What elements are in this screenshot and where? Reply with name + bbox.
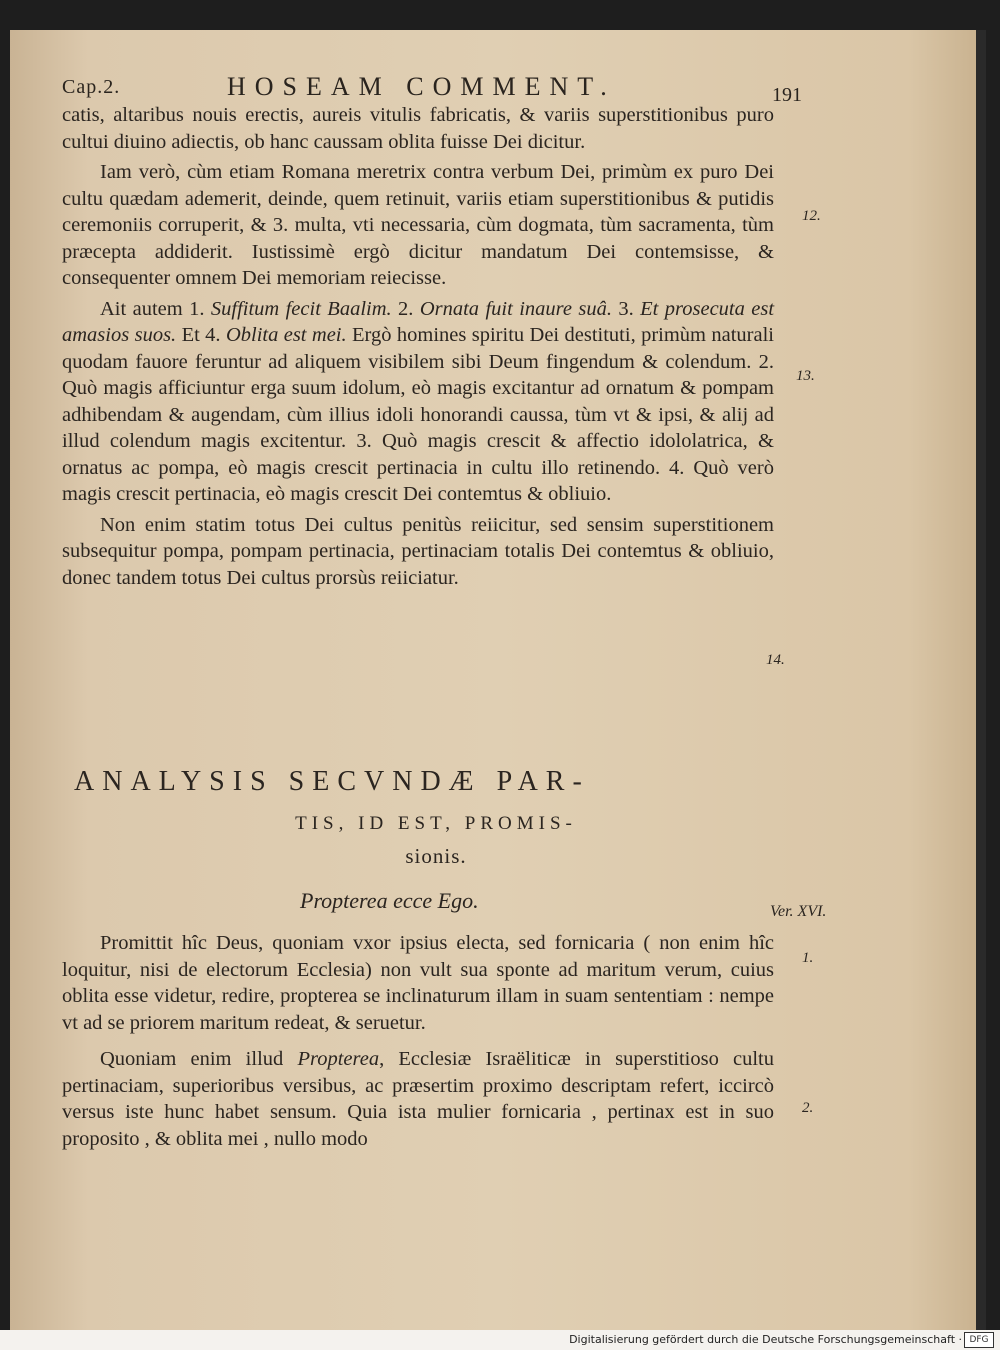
- dfg-logo: DFG: [964, 1332, 994, 1348]
- marginal-note-2: 2.: [802, 1100, 814, 1116]
- footer-bar: [0, 1330, 1000, 1350]
- quote-1: Suffitum fecit Baalim.: [210, 297, 392, 320]
- paragraph-1: catis, altaribus nouis erectis, aureis vitulis fabricatis, & variis superstitionibus puro cultui diuino adiectis, ob hanc caussam oblita fuisse Dei dicitur.: [62, 104, 774, 153]
- page-edge-shadow: [976, 30, 986, 1330]
- para6-rest: , Ecclesiæ Israëliticæ in superstitioso cultu pertinaciam, superioribus versibus, ac præsertim proximo descriptam refert, iccircò versus iste hunc habet sensum. Quia ista mulier fornicaria , pertinax est in suo proposito , & oblita mei , nullo modo: [62, 1048, 775, 1150]
- marginal-note-14: 14.: [766, 652, 785, 668]
- quote-propterea: Propterea: [297, 1048, 380, 1070]
- paragraph-6: [62, 1046, 774, 1152]
- marginal-note-1: 1.: [802, 950, 814, 966]
- chapter-label: Cap.2.: [62, 76, 121, 98]
- paragraph-5: Promittit hîc Deus, quoniam vxor ipsius electa, sed fornicaria ( non enim hîc loquitur, nisi de electorum Ecclesia) non vult sua sponte ad maritum verum, cuius oblita esse videtur, redire, propterea se inclinaturum illam in suam sententiam : nempe vt ad se priorem maritum redeat, & seruetur.: [62, 932, 774, 1034]
- page-number: 191: [772, 84, 802, 106]
- paragraph-2: Iam verò, cùm etiam Romana meretrix contra verbum Dei, primùm ex puro Dei cultu quædam ademerit, deinde, quem retinuit, variis etiam superstitionibus & putidis ceremoniis corruperit, & 3. multa, vti necessaria, cùm dogmata, tùm sacramenta, tùm præcepta addiderit. Iustissimè ergò dicitur mandatum Dei contemsisse, & consequenter omnem Dei memoriam reiecisse.: [62, 161, 774, 289]
- analysis-subheading: [206, 808, 666, 872]
- quote-3: Et prosecuta est amasios suos.: [62, 297, 775, 346]
- quote-2: Ornata fuit inaure suâ.: [419, 297, 612, 320]
- footer-credit: Digitalisierung gefördert durch die Deutsche Forschungsgemeinschaft ·: [569, 1333, 962, 1346]
- para6-lead: Quoniam enim illud: [100, 1048, 284, 1070]
- marginal-verse: Ver. XVI.: [770, 903, 827, 920]
- para3-n3: 3.: [618, 297, 634, 320]
- para3-n4: Et 4.: [181, 324, 221, 346]
- running-title: HOSEAM COMMENT.: [227, 72, 616, 101]
- paragraph-3: [62, 296, 774, 508]
- analysis-heading: ANALYSIS SECVNDÆ PAR-: [74, 766, 590, 797]
- marginal-note-12: 12.: [802, 208, 821, 224]
- text-block-bottom: [62, 930, 774, 1152]
- marginal-note-13: 13.: [796, 368, 815, 384]
- analysis-heading-line2: TIS, ID EST, PROMIS-: [295, 813, 577, 834]
- quote-4: Oblita est mei.: [225, 324, 347, 346]
- para3-n2: 2.: [398, 297, 414, 320]
- text-block-top: [62, 102, 774, 591]
- book-page: [10, 30, 986, 1330]
- paragraph-4: Non enim statim totus Dei cultus penitùs reiicitur, sed sensim superstitionem subsequitur pompa, pompam pertinacia, pertinaciam totalis Dei contemtus & obliuio, donec tandem totus Dei cultus prorsùs reiiciatur.: [62, 513, 774, 589]
- para3-lead: Ait autem 1.: [100, 297, 205, 320]
- para3-rest: Ergò homines spiritu Dei destituti, primùm naturali quodam fauore feruntur ad aliquem visibilem sibi Deum fingendum & colendum. 2. Quò magis afficiuntur erga suum idolum, eò magis excitantur ad ornatum & pompam adhibendam & augendam, cùm illius idoli honorandi caussa, tùm vt & ipsi, & alij ad illud colendum magis excitentur. 3. Quò magis crescit & affectio idololatrica, & ornatus ac pompa, eò magis crescit pertinacia in cultu illo retinendo. 4. Quò verò magis crescit pertinacia, eò magis crescit Dei contemtus & obliuio.: [62, 324, 774, 505]
- analysis-heading-line3: sionis.: [405, 844, 467, 868]
- section-title: Propterea ecce Ego.: [300, 888, 479, 913]
